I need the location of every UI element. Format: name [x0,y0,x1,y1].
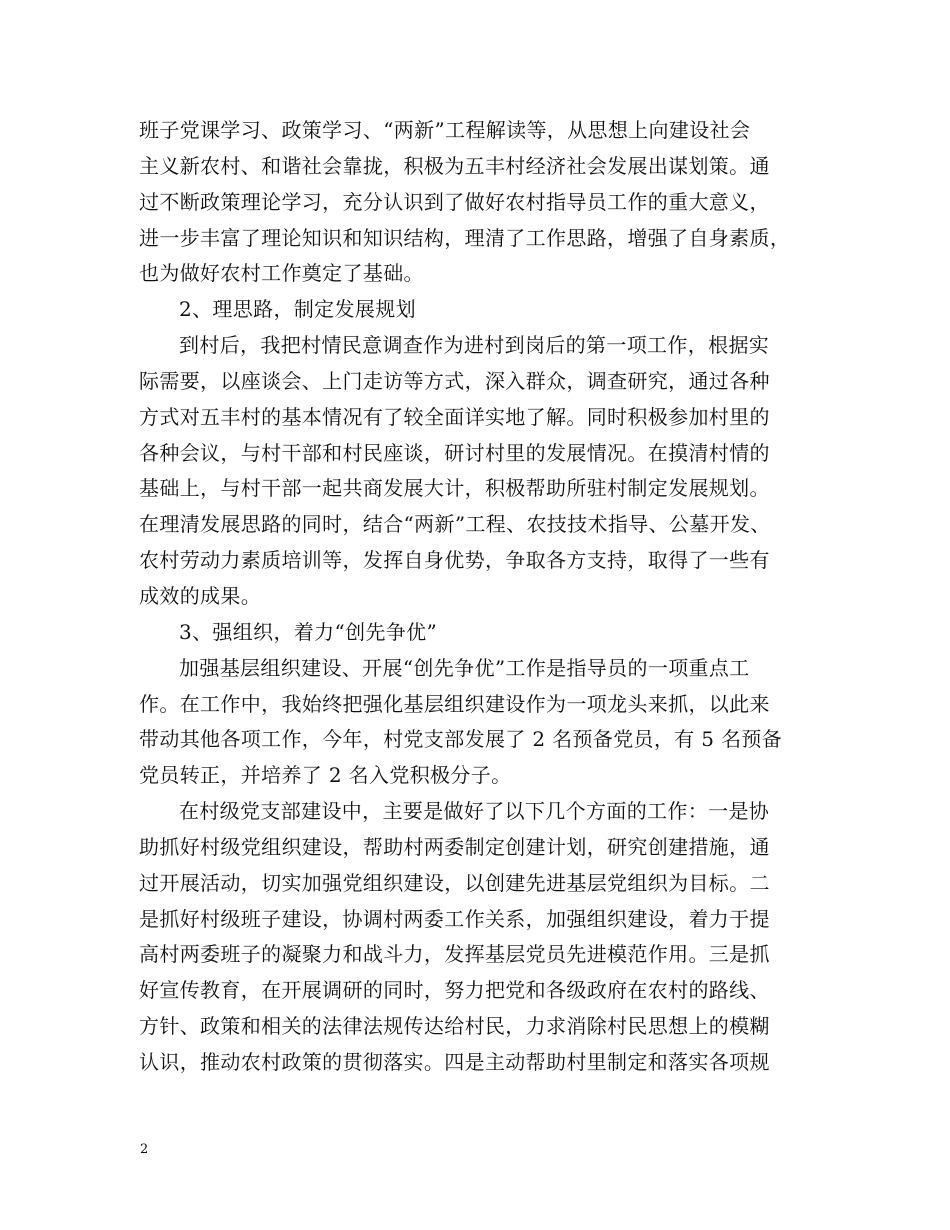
text-line: 过不断政策理论学习，充分认识到了做好农村指导员工作的重大意义， [139,189,770,214]
text-line: 高村两委班子的凝聚力和战斗力，发挥基层党员先进模范作用。三是抓 [139,942,770,967]
text-line: 进一步丰富了理论知识和知识结构，理清了工作思路，增强了自身素质， [139,225,791,250]
text-line: 作。在工作中，我始终把强化基层组织建设作为一项龙头来抓，以此来 [139,691,770,716]
section-heading: 3、强组织，着力“创先争优” [179,619,438,644]
text-line: 过开展活动，切实加强党组织建设，以创建先进基层党组织为目标。二 [139,870,770,895]
body-text [139,113,814,1081]
text-line: 认识，推动农村政策的贯彻落实。四是主动帮助村里制定和落实各项规 [139,1049,770,1074]
section-heading: 2、理思路，制定发展规划 [179,297,416,322]
page-number: 2 [140,1142,149,1157]
text-line: 际需要，以座谈会、上门走访等方式，深入群众，调查研究，通过各种 [139,368,770,393]
text-line: 是抓好村级班子建设，协调村两委工作关系，加强组织建设，着力于提 [139,906,770,931]
text-line: 加强基层组织建设、开展“创先争优”工作是指导员的一项重点工 [179,655,750,680]
text-line: 在理清发展思路的同时，结合“两新”工程、农技技术指导、公墓开发、 [139,512,771,537]
text-line: 农村劳动力素质培训等，发挥自身优势，争取各方支持，取得了一些有 [139,548,770,573]
text-line: 到村后，我把村情民意调查作为进村到岗后的第一项工作，根据实 [179,333,770,358]
text-line: 主义新农村、和谐社会靠拢，积极为五丰村经济社会发展出谋划策。通 [139,153,770,178]
text-line: 也为做好农村工作奠定了基础。 [139,261,424,286]
text-line: 带动其他各项工作，今年，村党支部发展了 2 名预备党员，有 5 名预备 [139,727,783,752]
text-line: 在村级党支部建设中，主要是做好了以下几个方面的工作：一是协 [179,799,770,824]
text-line: 好宣传教育，在开展调研的同时，努力把党和各级政府在农村的路线、 [139,978,770,1003]
text-line: 各种会议，与村干部和村民座谈，研讨村里的发展情况。在摸清村情的 [139,440,770,465]
text-line: 班子党课学习、政策学习、“两新”工程解读等，从思想上向建设社会 [139,118,751,142]
text-line: 方式对五丰村的基本情况有了较全面详实地了解。同时积极参加村里的 [139,404,770,429]
text-line: 基础上，与村干部一起共商发展大计，积极帮助所驻村制定发展规划。 [139,476,770,501]
text-line: 助抓好村级党组织建设，帮助村两委制定创建计划，研究创建措施，通 [139,834,770,859]
text-line: 党员转正，并培养了 2 名入党积极分子。 [139,763,512,788]
text-line: 成效的成果。 [139,583,262,608]
text-line: 方针、政策和相关的法律法规传达给村民，力求消除村民思想上的模糊 [139,1014,770,1039]
